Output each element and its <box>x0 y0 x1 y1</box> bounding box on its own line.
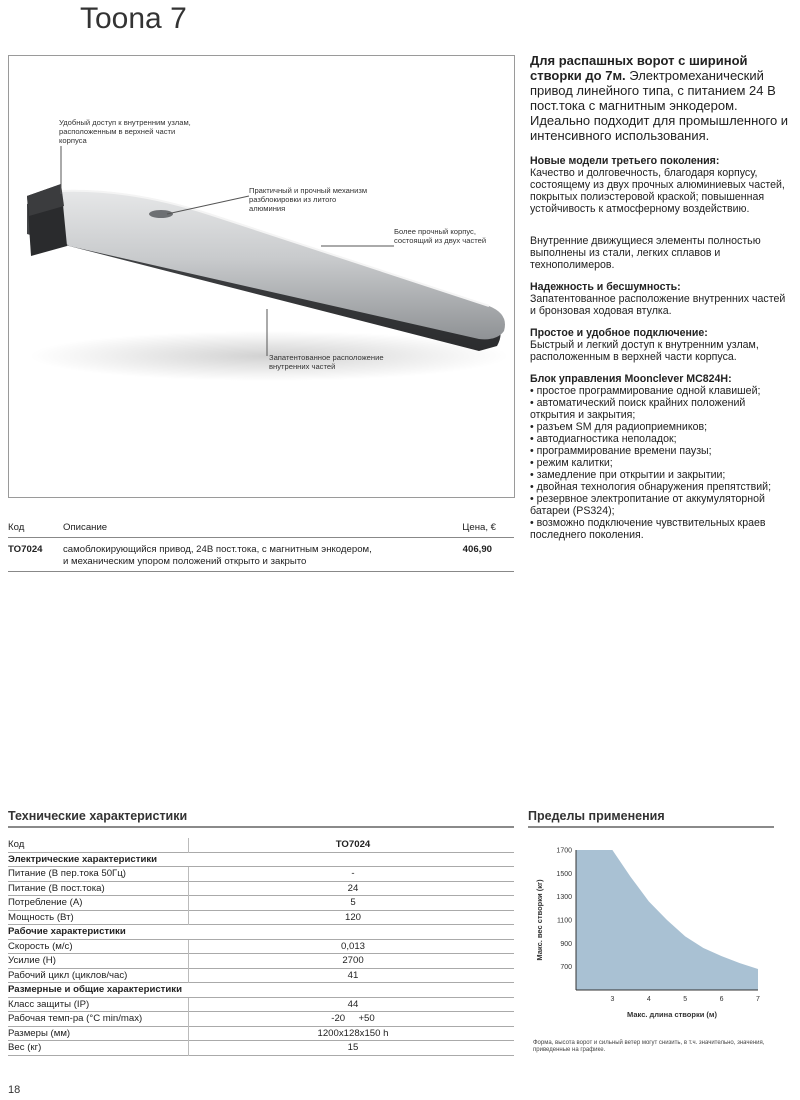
specs-header-row <box>8 838 514 853</box>
price-table <box>8 522 514 572</box>
feature-reliability: Надежность и бесшумность: Запатентованное расположение внутренних частей и бронзовая ходовая втулка. <box>530 281 786 317</box>
column-divider <box>188 1012 189 1027</box>
list-item: • резервное электропитание от аккумуляторной батареи (PS324); <box>530 493 765 517</box>
list-item: • простое программирование одной клавишей; <box>530 385 761 397</box>
list-item: • программирование времени паузы; <box>530 445 712 457</box>
y-tick-label: 1300 <box>556 894 572 902</box>
x-tick-label: 7 <box>756 996 760 1003</box>
column-divider <box>188 838 189 853</box>
list-item: • возможно подключение чувствительных краев последнего поколения. <box>530 517 766 541</box>
table-row <box>8 896 514 911</box>
callout-internal: Запатентованное расположение внутренних частей <box>269 353 384 371</box>
callout-housing: Более прочный корпус, состоящий из двух частей <box>394 227 487 245</box>
table-row <box>8 867 514 882</box>
spec-value: 41 <box>347 969 359 981</box>
spec-label: Код <box>8 839 25 850</box>
list-item: • автодиагностика неполадок; <box>530 433 677 445</box>
col-description-header: Описание <box>63 522 108 533</box>
row-description-2: и механическим упором положений открыто и закрыто <box>63 556 307 567</box>
y-tick-label: 1100 <box>556 917 572 925</box>
somfy-badge: Sole myo <box>622 9 642 28</box>
column-divider <box>188 1041 189 1056</box>
intro-bold: Для распашных ворот с шириной створки до 7м. <box>530 53 748 83</box>
table-row <box>8 998 514 1013</box>
specs-section-row <box>8 925 514 940</box>
spec-label: Размеры (мм) <box>8 1027 71 1039</box>
table-row <box>8 940 514 955</box>
x-tick-label: 4 <box>646 996 651 1003</box>
x-tick-label: 3 <box>610 996 615 1003</box>
24v-badge: 24V <box>752 13 770 25</box>
specs-section-row <box>8 983 514 998</box>
col-code-header: Код <box>8 522 25 533</box>
table-row <box>8 911 514 926</box>
column-divider <box>188 954 189 969</box>
limits-chart <box>528 838 778 1038</box>
feature-connection: Простое и удобное подключение: Быстрый и легкий доступ к внутренним узлам, расположенным в верхней части корпуса. <box>530 327 759 363</box>
table-row <box>8 1041 514 1056</box>
spec-value: 0,013 <box>340 940 365 952</box>
spec-label: Усилие (Н) <box>8 955 56 966</box>
column-divider <box>188 896 189 911</box>
feature-control-unit: Блок управления Moonclever MC824H: • простое программирование одной клавишей; • автоматический поиск крайних положений открытия и закрытия; • разъем SM для радиоприемников; • автодиагностика неполадок; • программирование времени паузы; • режим калитки; • замедление при открытии и закрытии; • двойная технология обнаружения препятствий; • резервное электропитание от аккумуляторной батареи (PS324); • возможно подключение чувствительных краев последнего поколения. <box>530 373 792 541</box>
row-price: 406,90 <box>462 544 492 555</box>
column-divider <box>188 998 189 1013</box>
limits-area <box>576 850 758 990</box>
spec-value: 2700 <box>342 955 364 966</box>
spec-label: Скорость (м/с) <box>8 940 73 952</box>
spec-label: Питание (В пост.тока) <box>8 882 105 894</box>
page-number: 18 <box>8 1084 21 1096</box>
bluebus-badge: Blue BUS <box>707 9 728 28</box>
y-tick-label: 900 <box>560 940 572 948</box>
spec-value: -20 +50 <box>331 1013 375 1024</box>
spec-value: 24 <box>347 882 359 894</box>
spec-label: Потребление (А) <box>8 897 83 908</box>
spec-label: Класс защиты (IP) <box>8 998 90 1010</box>
row-code: TO7024 <box>8 544 43 555</box>
spec-value: 1200x128x150 h <box>317 1027 389 1039</box>
specs-table <box>8 838 514 1056</box>
column-divider <box>188 969 189 984</box>
list-item: • режим калитки; <box>530 457 613 469</box>
callout-access: Удобный доступ к внутренним узлам, расположенным в верхней части корпуса <box>59 118 191 145</box>
spec-label: Рабочая темп-ра (°C min/max) <box>8 1013 143 1024</box>
spec-value: 120 <box>344 911 361 923</box>
table-row <box>8 538 514 572</box>
spec-label: Вес (кг) <box>8 1042 42 1053</box>
spec-value: - <box>351 868 355 879</box>
divider <box>8 571 514 572</box>
table-row <box>8 954 514 969</box>
chart-note: Форма, высота ворот и сильный ветер могут снизить, в т.ч. значительно, значения, приведенные на графике. <box>533 1040 765 1053</box>
spec-value: 15 <box>347 1042 359 1053</box>
spec-value: 5 <box>350 897 356 908</box>
list-item: • двойная технология обнаружения препятствий; <box>530 481 772 493</box>
y-axis-label: Макс. вес створки (кг) <box>535 879 544 961</box>
control-unit-list <box>530 385 792 541</box>
product-intro <box>530 53 792 143</box>
list-item: • автоматический поиск крайних положений открытия и закрытия; <box>530 397 746 421</box>
spec-label: Электрические характеристики <box>8 853 158 865</box>
price-table-header <box>8 522 514 538</box>
table-row <box>8 882 514 897</box>
spec-label: Рабочий цикл (циклов/час) <box>8 969 128 981</box>
product-photo-frame <box>8 55 515 498</box>
intro-text: Электромеханический привод линейного типа, с питанием 24 В пост.тока с магнитным энкодером. Идеально подходит для промышленного и интенсивного использования. <box>530 68 789 143</box>
spec-label: Размерные и общие характеристики <box>8 984 182 995</box>
column-divider <box>188 911 189 926</box>
table-row <box>8 1012 514 1027</box>
table-row <box>8 1027 514 1042</box>
y-tick-label: 1500 <box>556 870 572 878</box>
spec-label: Питание (В пер.тока 50Гц) <box>8 868 126 879</box>
callout-release: Практичный и прочный механизм разблокировки из литого алюминия <box>249 186 368 213</box>
y-tick-label: 1700 <box>556 847 572 855</box>
list-item: • разъем SM для радиоприемников; <box>530 421 708 433</box>
column-divider <box>188 1027 189 1042</box>
x-tick-label: 5 <box>683 996 688 1003</box>
table-row <box>8 969 514 984</box>
x-tick-label: 6 <box>719 996 724 1003</box>
opera-badge: Opera <box>659 13 686 24</box>
spec-value: TO7024 <box>335 839 371 850</box>
row-description-1: самоблокирующийся привод, 24В пост.тока, с магнитным энкодером, <box>63 544 372 555</box>
list-item: • замедление при открытии и закрытии; <box>530 469 726 481</box>
feature-materials: Внутренние движущиеся элементы полностью выполнены из стали, легких сплавов и технополимеров. <box>530 235 761 271</box>
limits-heading: Пределы применения <box>528 809 665 823</box>
x-axis-label: Макс. длина створки (м) <box>627 1010 717 1019</box>
column-divider <box>188 867 189 882</box>
specs-heading: Технические характеристики <box>8 809 188 823</box>
divider <box>528 826 774 828</box>
col-price-header: Цена, € <box>462 522 496 533</box>
feature-third-gen: Новые модели третьего поколения: Качество и долговечность, благодаря корпусу, состоящему из двух прочных алюминиевых частей, покрытых полиэстеровой краской; повышенная устойчивость к атмосферному воздействию. <box>530 155 785 215</box>
divider <box>8 826 514 828</box>
spec-label: Мощность (Вт) <box>8 911 74 923</box>
column-divider <box>188 882 189 897</box>
spec-label: Рабочие характеристики <box>8 926 126 937</box>
column-divider <box>188 940 189 955</box>
spec-value: 44 <box>347 998 359 1010</box>
page-title: Toona 7 <box>80 2 187 35</box>
specs-section-row <box>8 853 514 868</box>
y-tick-label: 700 <box>560 964 572 972</box>
